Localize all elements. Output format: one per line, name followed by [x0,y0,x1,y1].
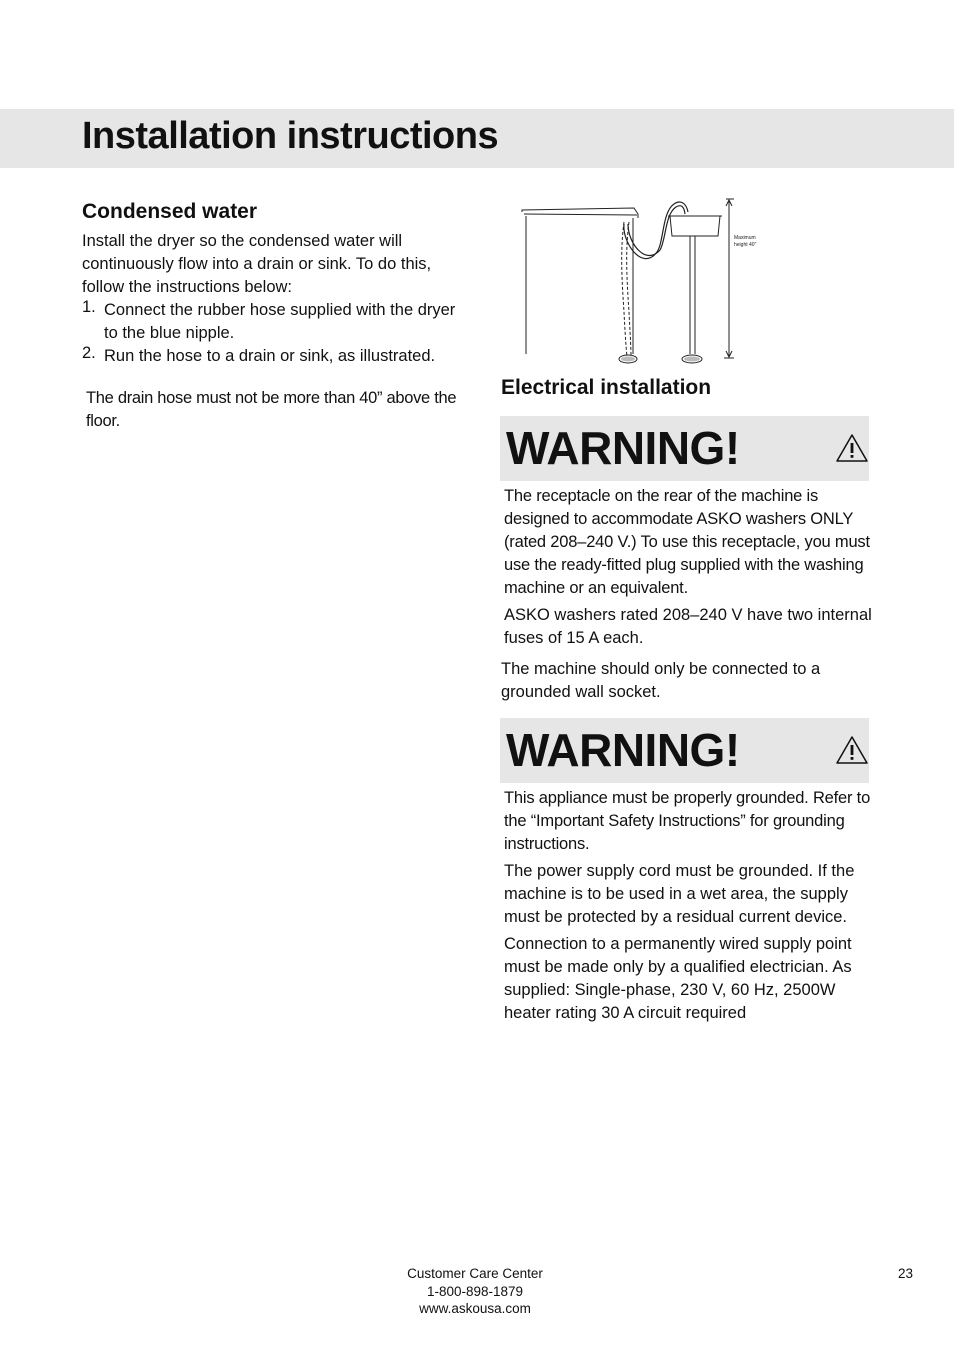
condensed-intro: Install the dryer so the condensed water will continuously flow into a drain or sink. To do this, follow the instructions below: [82,232,432,296]
footer-line-1: Customer Care Center [407,1266,543,1281]
warning-box-1 [500,416,869,481]
drain-hose-note: The drain hose must not be more than 40” above the floor. [86,389,457,430]
condensed-steps [82,299,462,368]
step-number: 2. [82,344,96,362]
step-text: Connect the rubber hose supplied with the dryer to the blue nipple. [104,301,456,342]
warning-triangle-icon [835,433,869,463]
footer-contact [375,1265,575,1318]
inner-hose [622,222,627,357]
warning-box-2 [500,718,869,783]
electrical-heading: Electrical installation [501,376,712,399]
page-number: 23 [898,1266,914,1281]
page-title: Installation instructions [82,115,499,157]
warning-body-1 [504,485,874,654]
drain-diagram [512,192,772,372]
warning-title-2: WARNING! [506,724,740,776]
diagram-label-line1: Maximum [734,235,756,241]
warning-1-paragraph: ASKO washers rated 208–240 V have two internal fuses of 15 A each. [504,606,872,647]
step-item [82,345,462,368]
grounded-socket-note: The machine should only be connected to a grounded wall socket. [501,660,821,701]
sink-basin [670,216,720,236]
warning-2-paragraph: The power supply cord must be grounded. If the machine is to be used in a wet area, the supply must be protected by a residual current device. [504,862,855,926]
step-number: 1. [82,298,96,316]
condensed-water-heading: Condensed water [82,200,258,223]
step-item [82,299,462,345]
diagram-label-line2: height 40" [734,242,757,248]
warning-body-2 [504,787,874,1029]
warning-1-paragraph: The receptacle on the rear of the machine is designed to accommodate ASKO washers ONLY (rated 208–240 V.) To use this receptacle, you must use the ready-fitted plug supplied with the washing machine or an equivalent. [504,487,870,597]
warning-2-paragraph: Connection to a permanently wired supply point must be made only by a qualified electrician. As supplied: Single-phase, 230 V, 60 Hz, 2500W heater rating 30 A circuit required [504,935,852,1022]
step-text: Run the hose to a drain or sink, as illustrated. [104,347,436,365]
dryer-top-edge [524,214,637,215]
warning-title-1: WARNING! [506,422,740,474]
footer-phone: 1-800-898-1879 [426,1283,524,1299]
footer-website: www.askousa.com [419,1301,531,1316]
warning-2-paragraph: This appliance must be properly grounded. Refer to the “Important Safety Instructions” for grounding instructions. [504,789,871,853]
warning-triangle-icon [835,735,869,765]
dryer-top-line [522,208,638,218]
